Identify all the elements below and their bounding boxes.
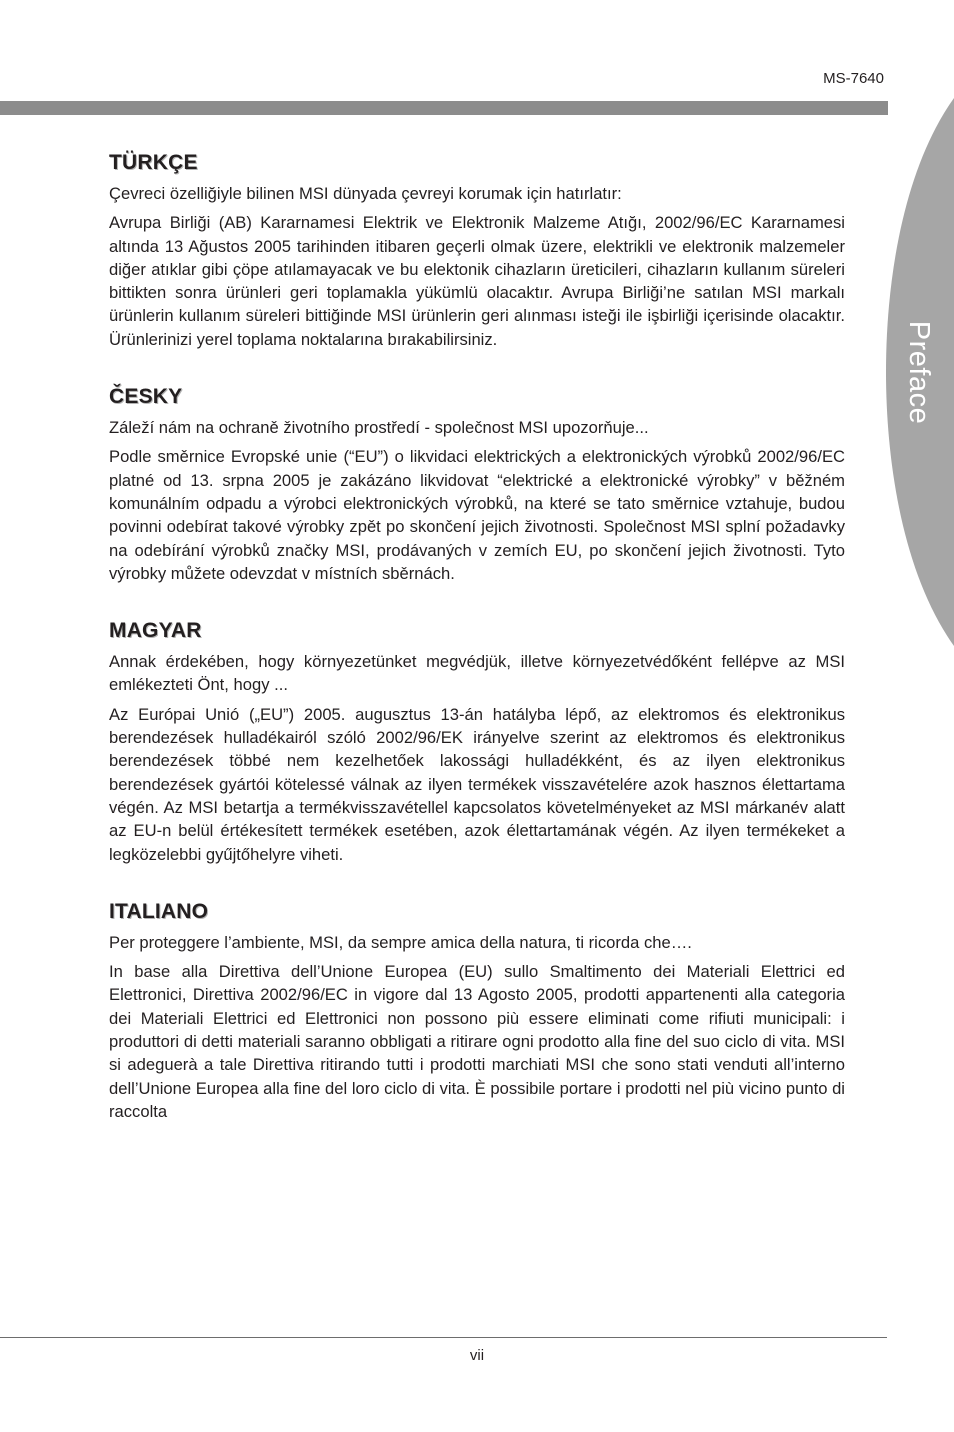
side-tab-shape bbox=[884, 98, 954, 646]
section-title: TÜRKÇE bbox=[109, 151, 198, 174]
section-title: ITALIANO bbox=[109, 899, 209, 923]
section-czech bbox=[109, 384, 845, 585]
paragraph: Per proteggere l’ambiente, MSI, da sempre amica della natura, ti ricorda che…. bbox=[109, 932, 692, 952]
header-bar bbox=[0, 101, 888, 115]
section-turkish bbox=[109, 150, 845, 351]
section-title: ČESKY bbox=[109, 385, 183, 409]
paragraph: Az Európai Unió („EU”) 2005. augusztus 13-án hatályba lépő, az elektromos és elektronikus berendezések hulladékairól szóló 2002/96/EK irányelve szerint az elektromos és elektronikus berendezések többé nem kezelhetőek lakossági hulladékként, és az ilyen elektronikus berendezések gyártói kötelessé válnak az ilyen termékek visszavételére azok hasznos élettartama végén. Az MSI betartja a termékvisszavétellel kapcsolatos követelményeket az MSI márkanév alatt az EU-n belül értékesített termékek esetében, azok élettartamának végén. Az ilyen termékeket a legközelebbi gyűjtőhelyre viheti. bbox=[109, 704, 845, 864]
paragraph: Annak érdekében, hogy környezetünket megvédjük, illetve környezetvédőként fellépve az MSI emlékezteti Önt, hogy ... bbox=[109, 652, 845, 695]
paragraph: Çevreci özelliğiyle bilinen MSI dünyada çevreyi korumak için hatırlatır: bbox=[109, 184, 622, 203]
section-title: MAGYAR bbox=[109, 619, 202, 643]
footer-rule bbox=[0, 1337, 887, 1338]
document-body bbox=[109, 150, 845, 1156]
page-number: vii bbox=[469, 1347, 485, 1364]
paragraph: Záleží nám na ochraně životního prostředí - společnost MSI upozorňuje... bbox=[109, 418, 649, 438]
side-tab bbox=[884, 98, 954, 646]
section-hungarian bbox=[109, 618, 845, 866]
paragraph: In base alla Direttiva dell’Unione Europea (EU) sullo Smaltimento dei Materiali Elettrici ed Elettronici, Direttiva 2002/96/EC in vigore dal 13 Agosto 2005, prodotti appartenenti alla categoria dei Materiali Elettrici ed Elettronici non possono più essere eliminati come rifiuti municipali: i produttori di detti materiali saranno obbligati a ritirare ogni prodotto alla fine del suo ciclo di vita. MSI si adeguerà a tale Direttiva ritirando tutti i prodotti marchiati MSI che sono stati venduti all’interno dell’Unione Europea alla fine del loro ciclo di vita. È possibile portare i prodotti nel più vicino punto di raccolta bbox=[109, 962, 845, 1121]
model-number: MS-7640 bbox=[823, 70, 884, 87]
side-tab-label: Preface bbox=[903, 320, 936, 424]
paragraph: Podle směrnice Evropské unie (“EU”) o likvidaci elektrických a elektronických výrobků 2002/96/EC platné od 13. srpna 2005 je zakázáno likvidovat “elektrické a elektronické výrobky” v běžném komunálním odpadu a výrobci elektronických výrobků, na které se tato směrnice vztahuje, budou povinni odebírat takové výrobky zpět po skončení jejich životnosti. Společnost MSI splní požadavky na odebírání výrobků značky MSI, prodávaných v zemích EU, po skončení jejich životnosti. Tyto výrobky můžete odevzdat v místních sběrnách. bbox=[109, 447, 845, 583]
section-italian bbox=[109, 899, 845, 1123]
paragraph: Avrupa Birliği (AB) Kararnamesi Elektrik ve Elektronik Malzeme Atığı, 2002/96/EC Kararnamesi altında 13 Ağustos 2005 tarihinden itibaren geçerli olmak üzere, elektrikli ve elektronik malzemeler diğer atıklar gibi çöpe atılamayacak ve bu elektonik cihazların üreticileri, cihazların kullanım süreleri bittikten sonra ürünleri geri toplamakla yükümlü olacaktır. Avrupa Birliği’ne satılan MSI markalı ürünlerin kullanım süreleri bittiğinde MSI ürünlerin geri alınması isteği ile işbirliği içerisinde olacaktır. Ürünlerinizi yerel toplama noktalarına bırakabilirsiniz. bbox=[109, 213, 845, 349]
